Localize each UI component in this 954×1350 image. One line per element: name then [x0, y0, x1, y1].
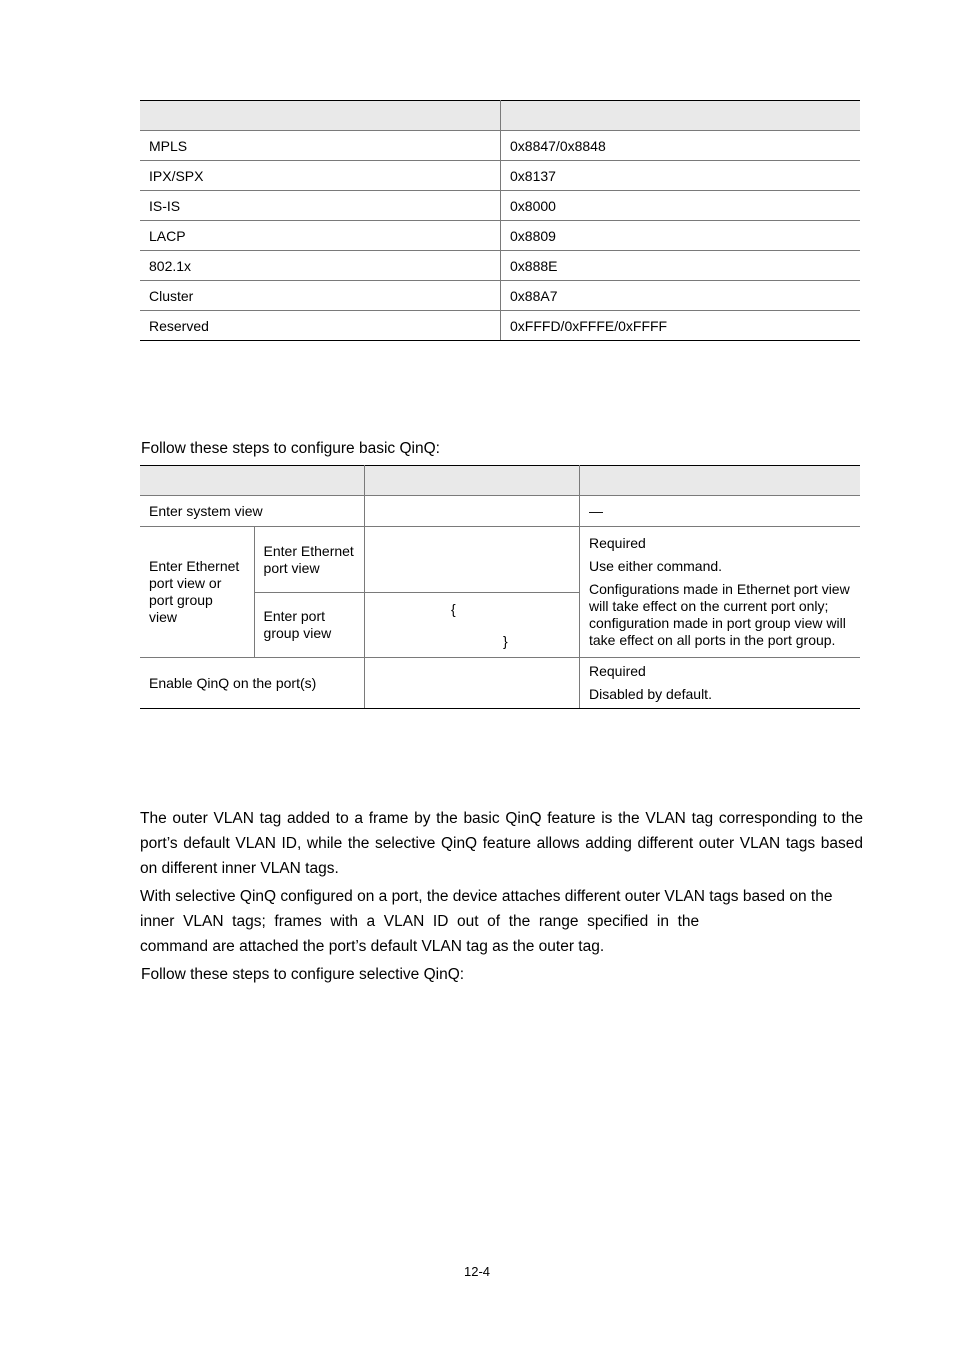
protocol-cell: LACP	[140, 221, 501, 251]
protocol-cell: IS-IS	[140, 191, 501, 221]
value-cell: 0x8000	[501, 191, 861, 221]
protocol-cell: MPLS	[140, 131, 501, 161]
table-row	[140, 496, 860, 527]
table-header-cell	[140, 101, 501, 131]
table-row	[140, 131, 860, 161]
command-cell	[365, 527, 580, 593]
protocol-type-table	[140, 100, 860, 341]
value-cell: 0x88A7	[501, 281, 861, 311]
operation-cell: Enable QinQ on the port(s)	[140, 658, 365, 709]
selective-qinq-description: The outer VLAN tag added to a frame by the basic QinQ feature is the VLAN tag corresponding to the port’s default VLAN ID, while the selective QinQ feature allows adding different outer VLAN tags based on different inner VLAN tags.	[140, 810, 863, 877]
command-cell	[365, 593, 580, 658]
value-cell: 0x8847/0x8848	[501, 131, 861, 161]
value-cell: 0x8137	[501, 161, 861, 191]
command-cell	[365, 496, 580, 527]
value-cell: 0xFFFD/0xFFFE/0xFFFF	[501, 311, 861, 341]
protocol-cell: Reserved	[140, 311, 501, 341]
table-row	[140, 311, 860, 341]
remark-line: Configurations made in Ethernet port view will take effect on the current port only; configuration made in port group view will take effect on all ports in the port group.	[589, 581, 850, 648]
page-number: 12-4	[463, 1264, 491, 1279]
remarks-cell: —	[580, 496, 861, 527]
paragraph-line: With selective QinQ configured on a port, the device attaches different outer VLAN tags based on the	[140, 888, 833, 905]
operation-cell: Enter system view	[140, 496, 365, 527]
table-row	[140, 527, 860, 593]
protocol-cell: Cluster	[140, 281, 501, 311]
selective-qinq-intro: Follow these steps to configure selective QinQ:	[141, 966, 465, 983]
remarks-cell	[580, 527, 861, 658]
remarks-cell	[580, 658, 861, 709]
table-header-cell	[501, 101, 861, 131]
paragraph-line: inner VLAN tags; frames with a VLAN ID out of the range specified in the	[140, 913, 700, 930]
remark-line: Required	[589, 535, 646, 551]
command-cell	[365, 658, 580, 709]
remark-line: Required	[589, 663, 646, 679]
value-cell: 0x888E	[501, 251, 861, 281]
basic-qinq-steps-table	[140, 465, 860, 709]
table-header-cell	[140, 466, 365, 496]
table-row	[140, 281, 860, 311]
paragraph-line: command are attached the port’s default VLAN tag as the outer tag.	[140, 938, 605, 955]
table-row	[140, 221, 860, 251]
basic-qinq-intro: Follow these steps to configure basic QinQ:	[141, 440, 440, 457]
remark-line: Use either command.	[589, 558, 723, 574]
table-row	[140, 251, 860, 281]
selective-qinq-behavior	[140, 884, 863, 959]
table-header-cell	[365, 466, 580, 496]
sub-operation-cell: Enter port group view	[254, 593, 364, 658]
protocol-cell: IPX/SPX	[140, 161, 501, 191]
table-row	[140, 161, 860, 191]
protocol-cell: 802.1x	[140, 251, 501, 281]
sub-operation-cell: Enter Ethernet port view	[254, 527, 364, 593]
value-cell: 0x8809	[501, 221, 861, 251]
table-header-row	[140, 466, 860, 496]
close-brace: }	[503, 633, 508, 649]
open-brace: {	[451, 601, 456, 617]
table-header-cell	[580, 466, 861, 496]
table-row	[140, 191, 860, 221]
table-header-row	[140, 101, 860, 131]
remark-line: Disabled by default.	[589, 686, 712, 702]
operation-group-cell: Enter Ethernet port view or port group view	[140, 527, 254, 658]
table-row	[140, 658, 860, 709]
